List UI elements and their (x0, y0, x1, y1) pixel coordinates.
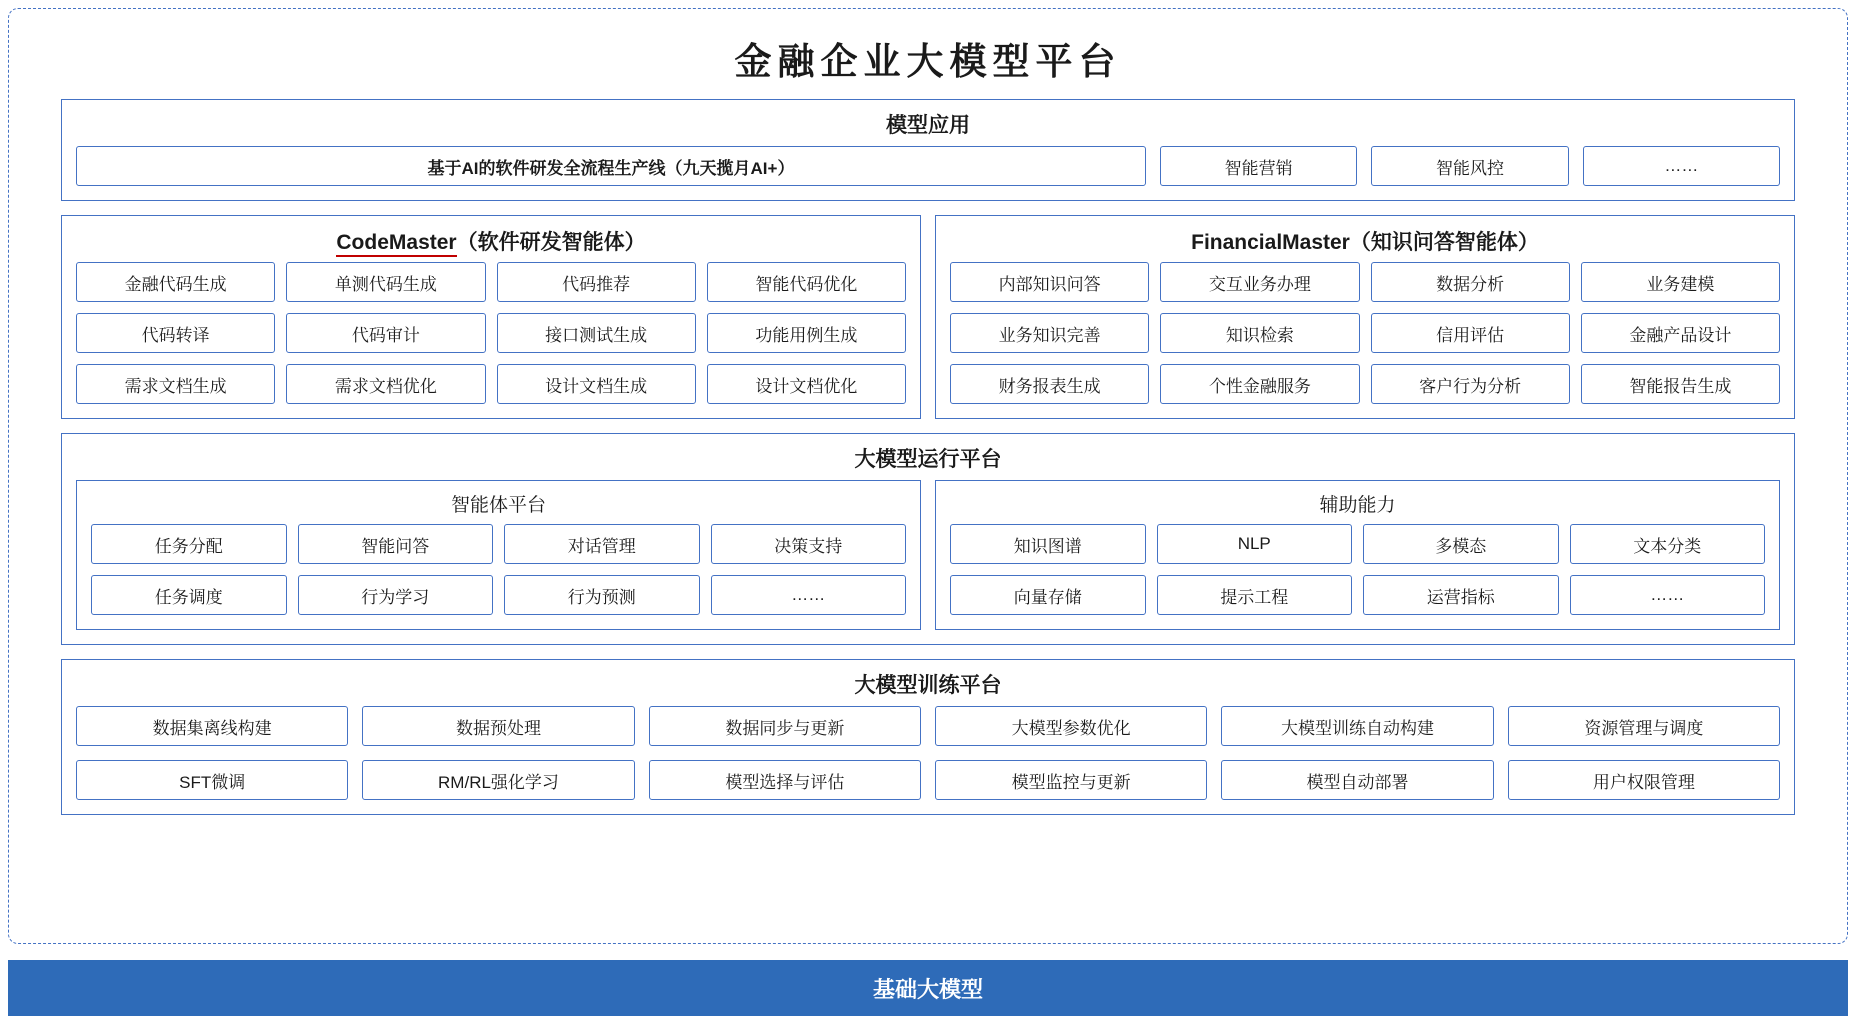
financialmaster-item[interactable]: 交互业务办理 (1160, 262, 1359, 302)
auxiliary-item[interactable]: 多模态 (1363, 524, 1559, 564)
agent-platform-item[interactable]: …… (711, 575, 907, 615)
codemaster-item[interactable]: 需求文档生成 (76, 364, 275, 404)
agent-platform-item[interactable]: 决策支持 (711, 524, 907, 564)
section-runtime-platform (61, 433, 1795, 645)
app-item[interactable]: 智能风控 (1371, 146, 1568, 186)
footer-label: 基础大模型 (872, 976, 983, 1002)
footer-base-model-bar (8, 960, 1848, 1016)
codemaster-item[interactable]: 代码审计 (286, 313, 485, 353)
app-main-pipeline[interactable]: 基于AI的软件研发全流程生产线（九天揽月AI+） (76, 146, 1146, 186)
training-platform-item[interactable]: 大模型训练自动构建 (1221, 706, 1493, 746)
financialmaster-item[interactable]: 业务知识完善 (950, 313, 1149, 353)
financialmaster-item[interactable]: 智能报告生成 (1581, 364, 1780, 404)
agent-platform-item[interactable]: 智能问答 (298, 524, 494, 564)
app-item[interactable]: …… (1583, 146, 1780, 186)
codemaster-item[interactable]: 需求文档优化 (286, 364, 485, 404)
subsection-title-agent-platform: 智能体平台 (450, 495, 546, 516)
auxiliary-item[interactable]: 提示工程 (1157, 575, 1353, 615)
auxiliary-item[interactable]: …… (1570, 575, 1766, 615)
agent-platform-item[interactable]: 行为预测 (504, 575, 700, 615)
codemaster-item[interactable]: 设计文档生成 (497, 364, 696, 404)
app-item[interactable]: 智能营销 (1160, 146, 1357, 186)
auxiliary-item[interactable]: 文本分类 (1570, 524, 1766, 564)
section-training-platform (61, 659, 1795, 815)
codemaster-items (62, 262, 920, 418)
training-platform-item[interactable]: 数据集离线构建 (76, 706, 348, 746)
financialmaster-item[interactable]: 财务报表生成 (950, 364, 1149, 404)
training-platform-item[interactable]: 模型选择与评估 (649, 760, 921, 800)
financialmaster-item[interactable]: 知识检索 (1160, 313, 1359, 353)
codemaster-item[interactable]: 金融代码生成 (76, 262, 275, 302)
financialmaster-subtitle: （知识问答智能体） (1349, 231, 1539, 254)
agents-row (61, 215, 1795, 419)
training-platform-item[interactable]: 模型自动部署 (1221, 760, 1493, 800)
section-model-application (61, 99, 1795, 201)
training-platform-item[interactable]: 数据同步与更新 (649, 706, 921, 746)
codemaster-item[interactable]: 单测代码生成 (286, 262, 485, 302)
training-platform-items (62, 706, 1794, 814)
financialmaster-item[interactable]: 数据分析 (1371, 262, 1570, 302)
section-financialmaster (935, 215, 1795, 419)
agent-platform-items (77, 524, 920, 629)
auxiliary-item[interactable]: NLP (1157, 524, 1353, 564)
training-platform-item[interactable]: 资源管理与调度 (1508, 706, 1780, 746)
agent-platform-item[interactable]: 任务调度 (91, 575, 287, 615)
training-platform-item[interactable]: 用户权限管理 (1508, 760, 1780, 800)
platform-frame (8, 8, 1848, 944)
agent-platform-item[interactable]: 对话管理 (504, 524, 700, 564)
financialmaster-item[interactable]: 个性金融服务 (1160, 364, 1359, 404)
financialmaster-item[interactable]: 金融产品设计 (1581, 313, 1780, 353)
section-title-training-platform: 大模型训练平台 (854, 674, 1002, 697)
runtime-subsections (62, 480, 1794, 644)
model-application-items (62, 146, 1794, 200)
training-platform-item[interactable]: 数据预处理 (362, 706, 634, 746)
codemaster-item[interactable]: 代码转译 (76, 313, 275, 353)
financialmaster-items (936, 262, 1794, 418)
codemaster-item[interactable]: 设计文档优化 (707, 364, 906, 404)
auxiliary-item[interactable]: 运营指标 (1363, 575, 1559, 615)
codemaster-name: CodeMaster (336, 231, 456, 257)
subsection-title-auxiliary: 辅助能力 (1319, 495, 1396, 516)
auxiliary-item[interactable]: 知识图谱 (950, 524, 1146, 564)
section-title-model-application: 模型应用 (886, 114, 970, 137)
section-title-runtime-platform: 大模型运行平台 (854, 448, 1002, 471)
agent-platform-item[interactable]: 行为学习 (298, 575, 494, 615)
codemaster-subtitle: （软件研发智能体） (456, 231, 646, 254)
training-platform-item[interactable]: RM/RL强化学习 (362, 760, 634, 800)
codemaster-item[interactable]: 代码推荐 (497, 262, 696, 302)
training-platform-item[interactable]: SFT微调 (76, 760, 348, 800)
auxiliary-items (936, 524, 1779, 629)
financialmaster-item[interactable]: 客户行为分析 (1371, 364, 1570, 404)
subsection-agent-platform (76, 480, 921, 630)
codemaster-item[interactable]: 接口测试生成 (497, 313, 696, 353)
auxiliary-item[interactable]: 向量存储 (950, 575, 1146, 615)
page-title: 金融企业大模型平台 (734, 41, 1122, 82)
training-platform-item[interactable]: 大模型参数优化 (935, 706, 1207, 746)
codemaster-item[interactable]: 智能代码优化 (707, 262, 906, 302)
codemaster-item[interactable]: 功能用例生成 (707, 313, 906, 353)
financialmaster-name: FinancialMaster (1191, 231, 1350, 254)
training-platform-item[interactable]: 模型监控与更新 (935, 760, 1207, 800)
section-title-financialmaster (936, 216, 1794, 262)
financialmaster-item[interactable]: 业务建模 (1581, 262, 1780, 302)
financialmaster-item[interactable]: 内部知识问答 (950, 262, 1149, 302)
subsection-auxiliary (935, 480, 1780, 630)
financialmaster-item[interactable]: 信用评估 (1371, 313, 1570, 353)
section-title-codemaster (62, 216, 920, 262)
agent-platform-item[interactable]: 任务分配 (91, 524, 287, 564)
section-codemaster (61, 215, 921, 419)
